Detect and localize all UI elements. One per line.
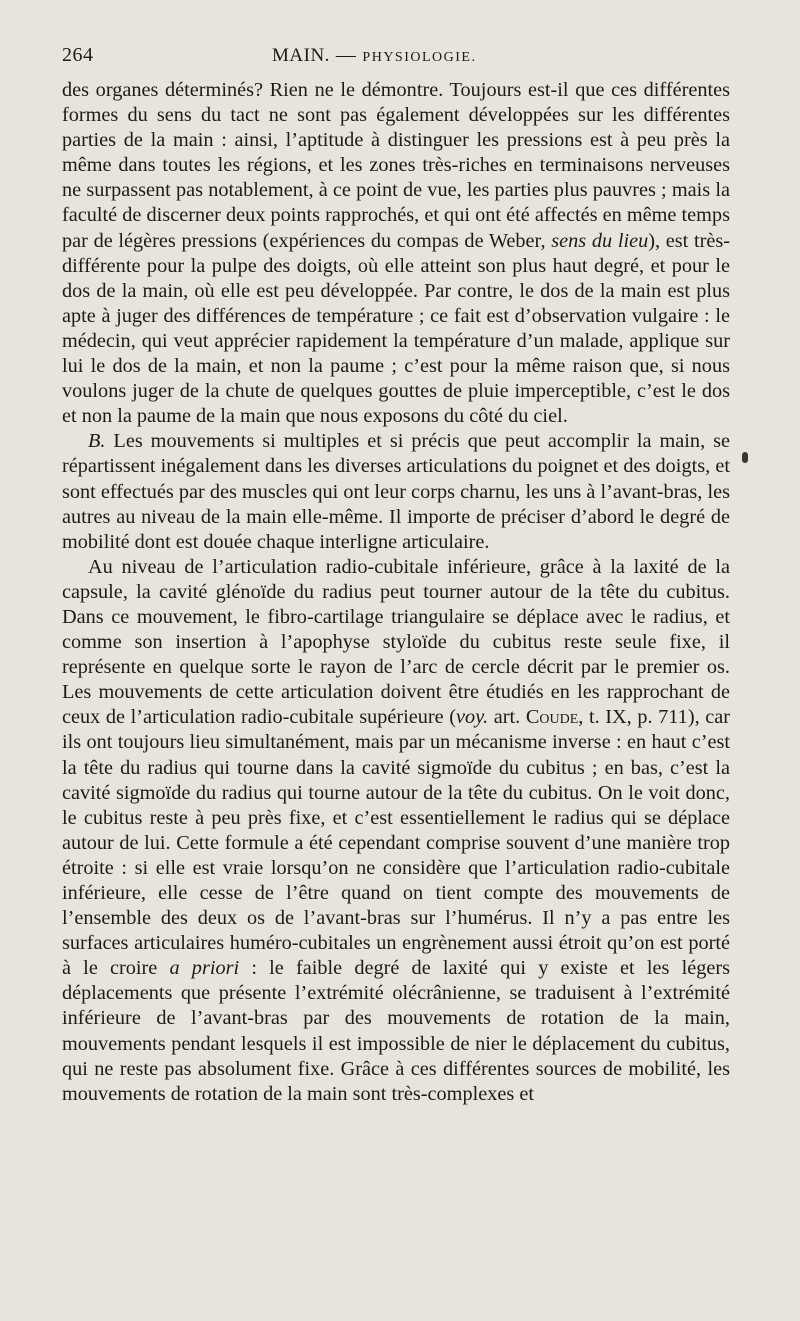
a-priori-italic: a priori (169, 957, 240, 980)
paragraph-radio-cubitale-part-3: , t. IX, p. 711), car ils ont toujours lieu simultanément, mais par un mécanisme inverse : en haut c’est la tête du radius qui tourne dans la cavité sigmoïde du cubitus ; en bas, c’est la cavité sigmoïde du radius qui tourne autour de la tête du cubitus. On le voit donc, le cubitus reste à peu près fixe, et c’est essentiellement le radius qui se déplace autour de lui. Cette formule a été cependant comprise souvent d’une manière trop étroite : si elle est vraie lorsqu’on ne considère que l’articulation radio-cubitale inférieure, elle cesse de l’être quand on tient compte des mouvements de l’ensemble des deux os de l’avant-bras sur l’humérus. Il n’y a pas entre les surfaces articulaires huméro-cubitales un engrènement aussi étroit qu’on est porté à le croire (62, 706, 731, 980)
paragraph-tact-part-1: des organes déterminés? Rien ne le démontre. Toujours est-il que ces différentes formes du sens du tact ne sont pas également développées sur les différentes parties de la main : ainsi, l’aptitude à distinguer les pressions est à peu près la même dans toutes les régions, et les zones très-riches en terminaisons nerveuses ne surpassent pas notablement, à ce point de vue, les parties plus pauvres ; mais la faculté de discerner deux points rapprochés, et qui ont été affectés en même temps par de légères pressions (expériences du compas de Weber, (62, 79, 730, 252)
paragraph-tact-italic-sens-du-lieu: sens du lieu (551, 229, 649, 252)
body-text (62, 78, 730, 1107)
paragraph-tact-part-2: ), est très-différente pour la pulpe des doigts, où elle atteint son plus haut degré, et pour le dos de la main, où elle est peu développée. Par contre, le dos de la main est plus apte à juger des différences de température ; ce fait est d’observation vulgaire : le médecin, qui veut apprécier rapidement la température d’un malade, applique sur lui le dos de la main, et non la paume ; c’est pour la même raison que, si nous voulons juger de la chute de quelques gouttes de pluie imperceptible, c’est le dos et non la paume de la main que nous exposons du côté du ciel. (62, 229, 731, 428)
paragraph-b-mouvements (62, 429, 730, 554)
section-letter-b: B. (88, 430, 106, 453)
running-head-separator: — (335, 44, 357, 66)
paragraph-radio-cubitale-part-1: Au niveau de l’articulation radio-cubitale inférieure, grâce à la laxité de la capsule, la cavité glénoïde du radius peut tourner autour de la tête du cubitus. Dans ce mouvement, le fibro-cartilage triangulaire se déplace avec le radius, et comme son insertion à l’apophyse styloïde du cubitus reste seule fixe, il représente en quelque sorte le rayon de l’arc de cercle décrit par le premier os. Les mouvements de cette articulation doivent être étudiés en les rapprochant de ceux de l’articulation radio-cubitale supérieure ( (62, 555, 730, 729)
running-head-subtitle: PHYSIOLOGIE. (362, 50, 477, 65)
paragraph-b-text: Les mouvements si multiples et si précis que peut accomplir la main, se répartissent inégalement dans les diverses articulations du poignet et des doigts, et sont effectués par des muscles qui ont leur corps charnu, les uns à l’avant-bras, les autres au niveau de la main elle-même. Il importe de préciser d’abord le degré de mobilité dont est douée chaque interligne articulaire. (62, 430, 730, 553)
page-number: 264 (62, 44, 94, 66)
ink-spot (742, 452, 748, 463)
paragraph-radio-cubitale-part-4: : le faible degré de laxité qui y existe et les légers déplacements que présente l’extrémité olécrânienne, se traduisent à l’extrémité inférieure de l’avant-bras par des mouvements de rotation de la main, mouvements pendant lesquels il est impossible de nier le déplacement du cubitus, qui ne reste pas absolument fixe. Grâce à ces différentes sources de mobilité, les mouvements de rotation de la main sont très-complexes et (62, 957, 730, 1105)
coude-reference: Coude (525, 706, 579, 729)
running-head (62, 44, 730, 78)
voy-abbreviation: voy. (456, 706, 489, 729)
paragraph-radio-cubitale (62, 555, 730, 1107)
running-head-title: MAIN. (272, 45, 330, 66)
paragraph-radio-cubitale-part-2: art. (488, 706, 526, 729)
paragraph-tact (62, 78, 730, 429)
